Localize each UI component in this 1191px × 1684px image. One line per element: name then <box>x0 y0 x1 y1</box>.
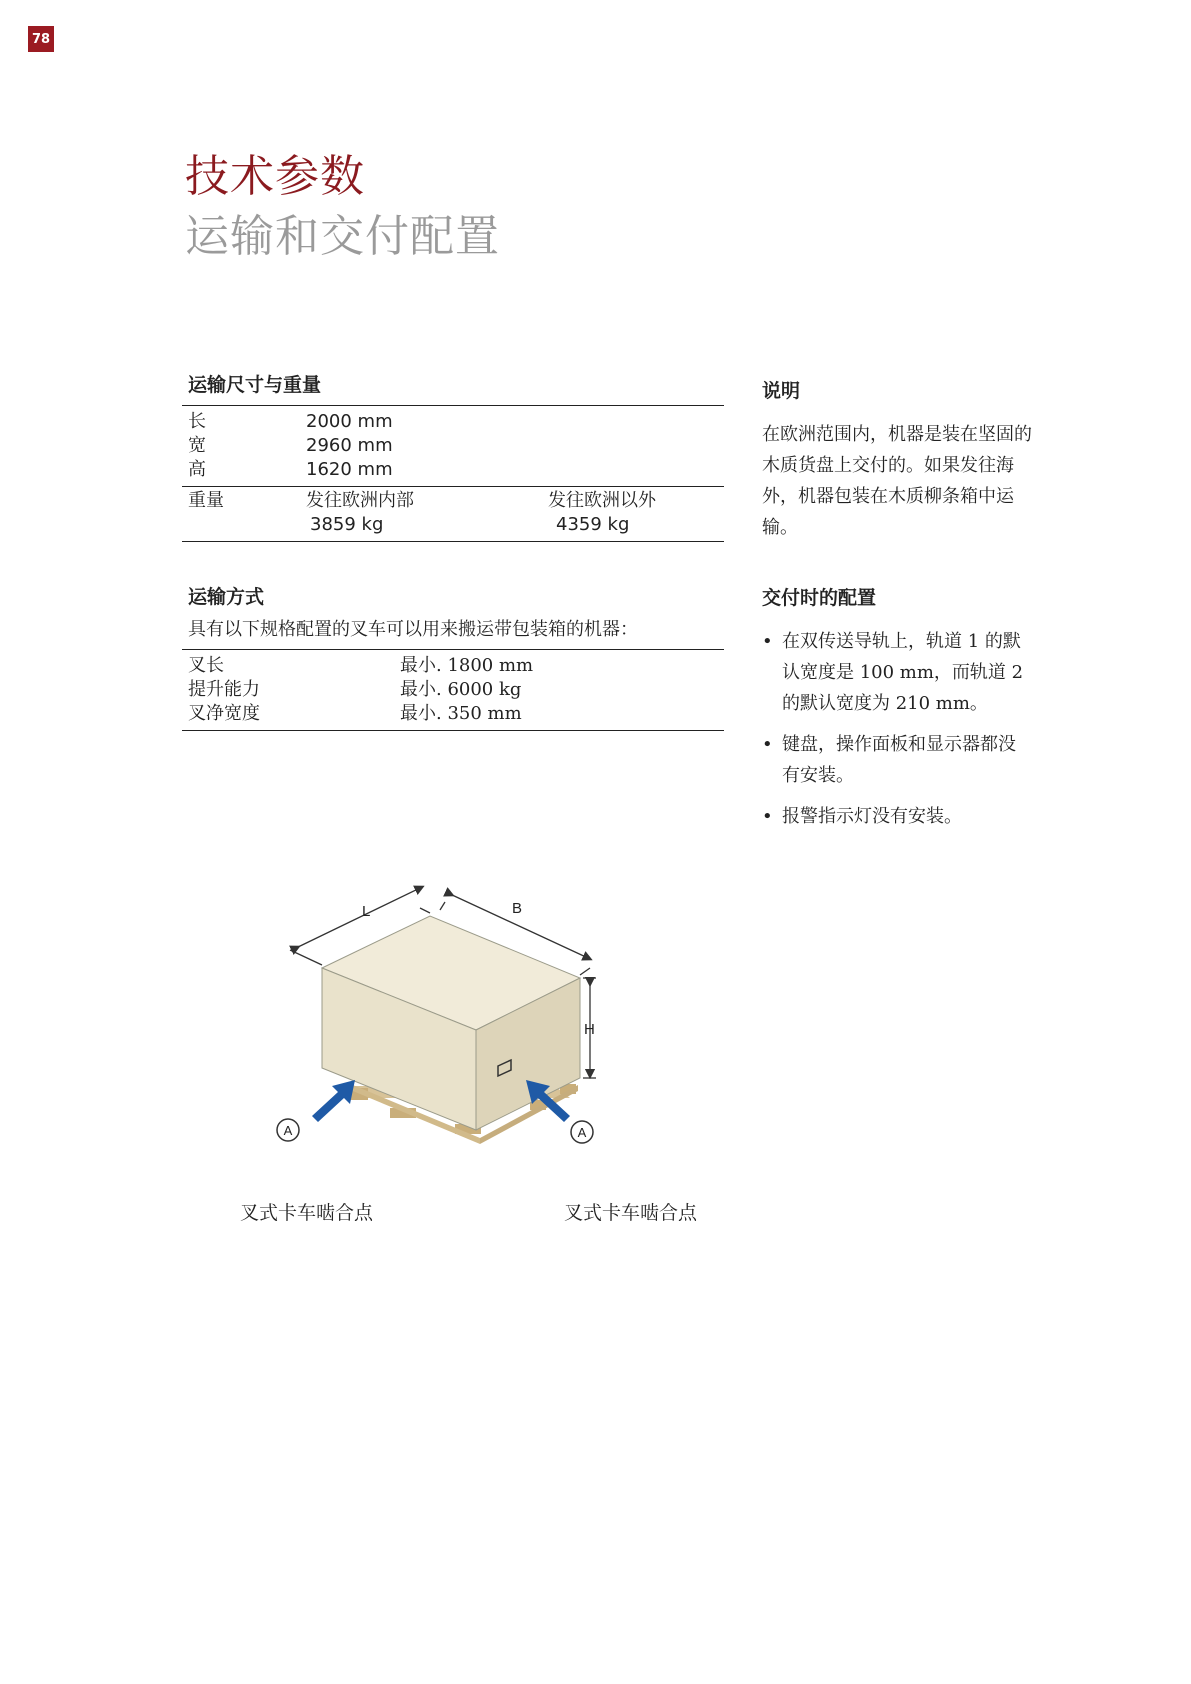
list-item: • 键盘，操作面板和显示器都没有安装。 <box>762 729 1032 791</box>
dimension-value: 2960 mm <box>306 435 393 456</box>
forklift-value: 最小. 6000 kg <box>400 679 522 700</box>
dimensions-table <box>182 406 724 486</box>
page-title: 技术参数 <box>185 151 365 202</box>
caption-right: 叉式卡车啮合点 <box>564 1202 698 1224</box>
delivery-config-heading: 交付时的配置 <box>762 587 877 609</box>
forklift-table <box>182 650 724 730</box>
divider <box>182 730 724 731</box>
svg-text:A: A <box>283 1123 293 1138</box>
length-label: L <box>362 903 371 920</box>
height-label: H <box>584 1021 595 1038</box>
weight-outside-value: 4359 kg <box>556 514 630 535</box>
weight-inside-label: 发往欧洲内部 <box>306 490 414 511</box>
transport-heading: 运输方式 <box>188 586 265 608</box>
weight-table <box>182 487 724 541</box>
forklift-label: 叉长 <box>188 655 224 676</box>
weight-inside-value: 3859 kg <box>310 514 384 535</box>
forklift-row <box>182 702 724 726</box>
dimension-label: 高 <box>188 459 206 480</box>
dimensions-heading: 运输尺寸与重量 <box>188 374 322 396</box>
dimension-row-length <box>182 410 724 434</box>
width-label: B <box>512 900 523 917</box>
left-column <box>182 370 724 731</box>
notes-text: 在欧洲范围内，机器是装在坚固的木质货盘上交付的。如果发往海外，机器包装在木质柳条箱中运输。 <box>762 424 1032 538</box>
dimension-row-width <box>182 434 724 458</box>
dimension-value: 2000 mm <box>306 411 393 432</box>
page-subtitle: 运输和交付配置 <box>185 211 500 262</box>
forklift-label: 提升能力 <box>188 679 260 700</box>
crate-diagram <box>230 868 710 1198</box>
svg-text:A: A <box>577 1125 587 1140</box>
forklift-row <box>182 678 724 702</box>
weight-header-row <box>182 489 724 513</box>
forklift-row <box>182 654 724 678</box>
list-item: • 在双传送导轨上，轨道 1 的默认宽度是 100 mm，而轨道 2 的默认宽度为 210 mm。 <box>762 626 1032 719</box>
caption-left: 叉式卡车啮合点 <box>240 1202 374 1224</box>
dimension-row-height <box>182 458 724 482</box>
dimension-label: 宽 <box>188 435 206 456</box>
page-number-badge: 78 <box>28 26 54 52</box>
delivery-config-list <box>762 626 1032 832</box>
weight-label: 重量 <box>188 490 224 511</box>
weight-value-row <box>182 513 724 537</box>
dimension-label: 长 <box>188 411 206 432</box>
forklift-arrow-left-icon <box>312 1080 355 1122</box>
right-column <box>762 376 1032 842</box>
weight-outside-label: 发往欧洲以外 <box>548 490 656 511</box>
list-item: • 报警指示灯没有安装。 <box>762 801 1032 832</box>
transport-description: 具有以下规格配置的叉车可以用来搬运带包装箱的机器： <box>188 619 638 640</box>
notes-heading: 说明 <box>762 380 801 402</box>
forklift-value: 最小. 1800 mm <box>400 655 534 676</box>
forklift-value: 最小. 350 mm <box>400 703 522 724</box>
forklift-label: 叉净宽度 <box>188 703 260 724</box>
marker-a-right <box>571 1121 593 1143</box>
dimension-value: 1620 mm <box>306 459 393 480</box>
marker-a-left <box>277 1119 299 1141</box>
